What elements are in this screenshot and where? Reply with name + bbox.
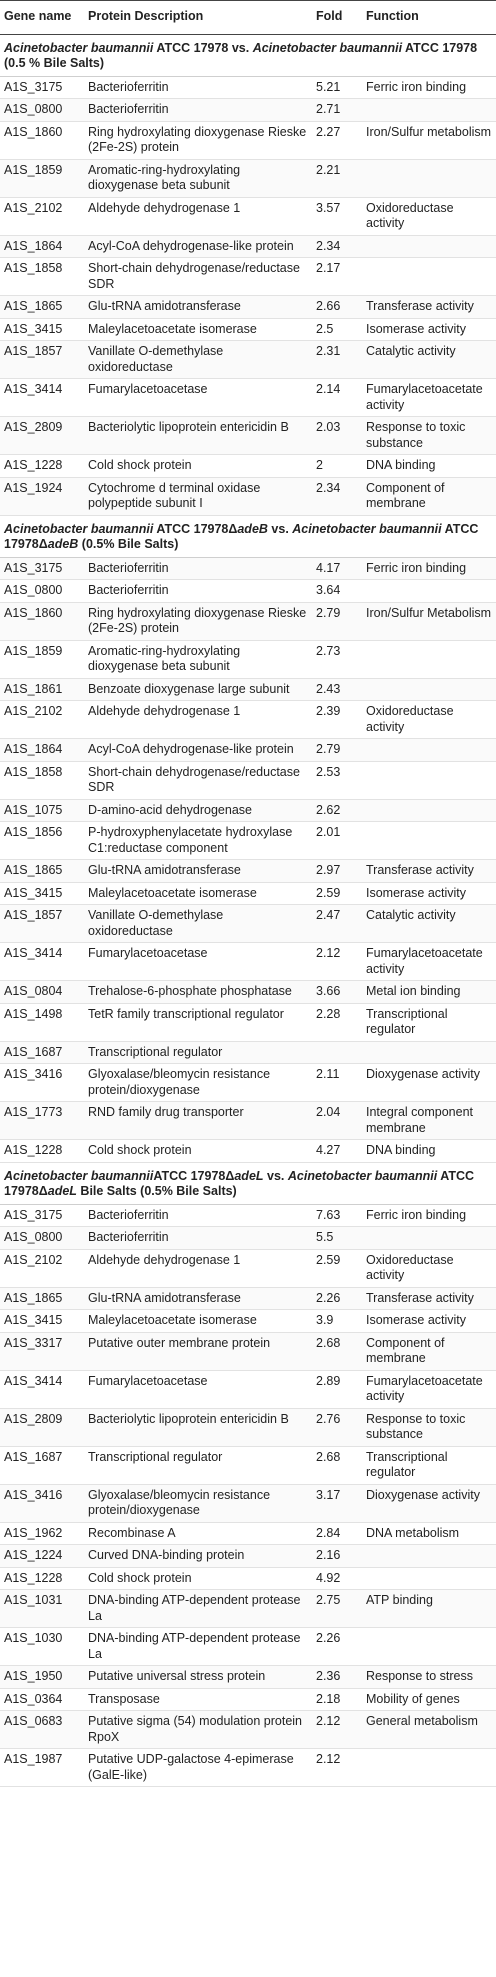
protein-description-cell: DNA-binding ATP-dependent protease La <box>84 1590 312 1628</box>
function-cell: Ferric iron binding <box>362 76 496 99</box>
protein-description-cell: Glyoxalase/bleomycin resistance protein/dioxygenase <box>84 1484 312 1522</box>
gene-name-cell: A1S_1860 <box>0 602 84 640</box>
protein-description-cell: Recombinase A <box>84 1522 312 1545</box>
section-title-part: Acinetobacter baumannii <box>292 521 442 536</box>
protein-description-cell: Acyl-CoA dehydrogenase-like protein <box>84 235 312 258</box>
table-row <box>0 1064 496 1102</box>
function-cell: Isomerase activity <box>362 318 496 341</box>
protein-description-cell: Glyoxalase/bleomycin resistance protein/dioxygenase <box>84 1064 312 1102</box>
table-row <box>0 1666 496 1689</box>
fold-cell: 2.12 <box>312 943 362 981</box>
protein-description-cell: Benzoate dioxygenase large subunit <box>84 678 312 701</box>
fold-cell: 2.75 <box>312 1590 362 1628</box>
section-title-part: ATCC 17978Δ <box>153 1168 235 1183</box>
gene-name-cell: A1S_1773 <box>0 1102 84 1140</box>
fold-cell: 2.76 <box>312 1408 362 1446</box>
table-row <box>0 557 496 580</box>
section-title-part: Bile Salts (0.5% Bile Salts) <box>76 1184 237 1198</box>
gene-name-cell: A1S_3415 <box>0 1310 84 1333</box>
function-cell: Oxidoreductase activity <box>362 1249 496 1287</box>
fold-cell: 2.31 <box>312 341 362 379</box>
function-cell <box>362 580 496 603</box>
section-title-part: ATCC 17978Δ <box>4 1168 475 1198</box>
protein-description-cell: Glu-tRNA amidotransferase <box>84 296 312 319</box>
function-cell: Fumarylacetoacetate activity <box>362 1370 496 1408</box>
protein-description-cell: Trehalose-6-phosphate phosphatase <box>84 981 312 1004</box>
function-cell: Transcriptional regulator <box>362 1003 496 1041</box>
protein-description-cell: Fumarylacetoacetase <box>84 943 312 981</box>
protein-description-cell: Maleylacetoacetate isomerase <box>84 882 312 905</box>
protein-description-cell: Transposase <box>84 1688 312 1711</box>
gene-name-cell: A1S_1856 <box>0 822 84 860</box>
function-cell: Dioxygenase activity <box>362 1484 496 1522</box>
fold-cell: 2.12 <box>312 1749 362 1787</box>
function-cell: General metabolism <box>362 1711 496 1749</box>
gene-name-cell: A1S_0364 <box>0 1688 84 1711</box>
gene-name-cell: A1S_3414 <box>0 379 84 417</box>
function-cell: Dioxygenase activity <box>362 1064 496 1102</box>
table-row <box>0 1332 496 1370</box>
fold-cell: 2.5 <box>312 318 362 341</box>
table-row <box>0 1446 496 1484</box>
table-row <box>0 1688 496 1711</box>
gene-name-cell: A1S_3414 <box>0 943 84 981</box>
protein-description-cell: Aromatic-ring-hydroxylating dioxygenase beta subunit <box>84 640 312 678</box>
function-cell <box>362 1041 496 1064</box>
gene-name-cell: A1S_1228 <box>0 455 84 478</box>
function-cell: Catalytic activity <box>362 341 496 379</box>
fold-cell: 5.21 <box>312 76 362 99</box>
table-row <box>0 318 496 341</box>
table-row <box>0 235 496 258</box>
table-row <box>0 640 496 678</box>
table-row <box>0 799 496 822</box>
fold-cell: 2.47 <box>312 905 362 943</box>
protein-description-cell: RND family drug transporter <box>84 1102 312 1140</box>
protein-description-cell: Fumarylacetoacetase <box>84 1370 312 1408</box>
protein-description-cell: Bacteriolytic lipoprotein entericidin B <box>84 1408 312 1446</box>
gene-name-cell: A1S_1859 <box>0 640 84 678</box>
fold-cell: 3.66 <box>312 981 362 1004</box>
gene-name-cell: A1S_2809 <box>0 417 84 455</box>
protein-description-cell: Bacteriolytic lipoprotein entericidin B <box>84 417 312 455</box>
protein-description-cell: Bacterioferritin <box>84 580 312 603</box>
function-cell <box>362 235 496 258</box>
fold-cell: 3.9 <box>312 1310 362 1333</box>
function-cell: Transferase activity <box>362 296 496 319</box>
function-cell: Metal ion binding <box>362 981 496 1004</box>
gene-name-cell: A1S_2102 <box>0 197 84 235</box>
table-row <box>0 159 496 197</box>
table-row <box>0 1590 496 1628</box>
gene-name-cell: A1S_3416 <box>0 1064 84 1102</box>
fold-cell: 3.64 <box>312 580 362 603</box>
table-row <box>0 417 496 455</box>
function-cell <box>362 1628 496 1666</box>
gene-name-cell: A1S_1860 <box>0 121 84 159</box>
section-title-part: adeL <box>234 1168 264 1183</box>
table-row <box>0 1227 496 1250</box>
section-title-part: ATCC 17978 (0.5 % Bile Salts) <box>4 40 478 70</box>
function-cell <box>362 99 496 122</box>
table-row <box>0 1567 496 1590</box>
gene-name-cell: A1S_3415 <box>0 318 84 341</box>
table-row <box>0 341 496 379</box>
fold-cell: 2.34 <box>312 477 362 515</box>
fold-cell: 2.71 <box>312 99 362 122</box>
table-row <box>0 1102 496 1140</box>
protein-description-cell: Maleylacetoacetate isomerase <box>84 318 312 341</box>
function-cell: Component of membrane <box>362 477 496 515</box>
header-protein-description: Protein Description <box>84 1 312 35</box>
section-header-row <box>0 515 496 557</box>
section-title <box>0 515 496 557</box>
function-cell: DNA metabolism <box>362 1522 496 1545</box>
protein-description-cell: Aromatic-ring-hydroxylating dioxygenase beta subunit <box>84 159 312 197</box>
function-cell <box>362 258 496 296</box>
table-row <box>0 981 496 1004</box>
protein-description-cell: Cold shock protein <box>84 455 312 478</box>
gene-name-cell: A1S_1228 <box>0 1567 84 1590</box>
section-title-part: Acinetobacter baumannii <box>4 1168 154 1183</box>
table-row <box>0 1204 496 1227</box>
function-cell: DNA binding <box>362 455 496 478</box>
fold-cell: 2.14 <box>312 379 362 417</box>
section-title-part: adeB <box>237 521 268 536</box>
fold-cell: 2.04 <box>312 1102 362 1140</box>
protein-description-cell: Cold shock protein <box>84 1140 312 1163</box>
gene-name-cell: A1S_1865 <box>0 296 84 319</box>
table-row <box>0 1628 496 1666</box>
gene-name-cell: A1S_0800 <box>0 99 84 122</box>
function-cell: Response to toxic substance <box>362 417 496 455</box>
fold-cell: 2.84 <box>312 1522 362 1545</box>
function-cell: Iron/Sulfur metabolism <box>362 121 496 159</box>
section-title-part: Acinetobacter baumannii <box>287 1168 438 1183</box>
protein-description-cell: Bacterioferritin <box>84 557 312 580</box>
table-row <box>0 1749 496 1787</box>
protein-description-cell: Ring hydroxylating dioxygenase Rieske (2Fe-2S) protein <box>84 602 312 640</box>
gene-name-cell: A1S_1987 <box>0 1749 84 1787</box>
fold-cell: 2.16 <box>312 1545 362 1568</box>
fold-cell: 2.17 <box>312 258 362 296</box>
function-cell <box>362 678 496 701</box>
section-title-part: vs. <box>267 521 293 536</box>
function-cell <box>362 739 496 762</box>
gene-name-cell: A1S_1859 <box>0 159 84 197</box>
section-title-part: Acinetobacter baumannii <box>4 40 154 55</box>
fold-cell: 2.36 <box>312 1666 362 1689</box>
fold-cell: 2.28 <box>312 1003 362 1041</box>
fold-cell: 2.03 <box>312 417 362 455</box>
table-row <box>0 455 496 478</box>
fold-cell: 4.92 <box>312 1567 362 1590</box>
gene-name-cell: A1S_1864 <box>0 235 84 258</box>
table-row <box>0 76 496 99</box>
protein-description-cell: Maleylacetoacetate isomerase <box>84 1310 312 1333</box>
table-body <box>0 34 496 1787</box>
fold-cell: 2.21 <box>312 159 362 197</box>
fold-cell: 2.27 <box>312 121 362 159</box>
function-cell: Mobility of genes <box>362 1688 496 1711</box>
function-cell: ATP binding <box>362 1590 496 1628</box>
protein-description-cell: Glu-tRNA amidotransferase <box>84 860 312 883</box>
fold-cell: 2.53 <box>312 761 362 799</box>
fold-cell: 2.34 <box>312 235 362 258</box>
gene-name-cell: A1S_1857 <box>0 905 84 943</box>
protein-description-cell: Putative sigma (54) modulation protein RpoX <box>84 1711 312 1749</box>
protein-description-cell: Putative universal stress protein <box>84 1666 312 1689</box>
gene-name-cell: A1S_1858 <box>0 258 84 296</box>
fold-cell: 4.17 <box>312 557 362 580</box>
function-cell: Iron/Sulfur Metabolism <box>362 602 496 640</box>
gene-name-cell: A1S_2809 <box>0 1408 84 1446</box>
protein-description-cell: Acyl-CoA dehydrogenase-like protein <box>84 739 312 762</box>
section-title-part: Acinetobacter baumannii <box>4 521 154 536</box>
gene-name-cell: A1S_0800 <box>0 580 84 603</box>
function-cell: Catalytic activity <box>362 905 496 943</box>
function-cell: DNA binding <box>362 1140 496 1163</box>
section-title-part: adeL <box>47 1184 77 1198</box>
protein-description-cell: Bacterioferritin <box>84 1204 312 1227</box>
function-cell: Integral component membrane <box>362 1102 496 1140</box>
gene-name-cell: A1S_1075 <box>0 799 84 822</box>
fold-cell: 5.5 <box>312 1227 362 1250</box>
function-cell: Response to stress <box>362 1666 496 1689</box>
fold-cell: 2.12 <box>312 1711 362 1749</box>
table-row <box>0 602 496 640</box>
gene-name-cell: A1S_1924 <box>0 477 84 515</box>
function-cell: Fumarylacetoacetate activity <box>362 379 496 417</box>
gene-name-cell: A1S_1857 <box>0 341 84 379</box>
section-title-part: Acinetobacter baumannii <box>252 40 403 55</box>
table-row <box>0 761 496 799</box>
gene-name-cell: A1S_3175 <box>0 1204 84 1227</box>
protein-description-cell: Curved DNA-binding protein <box>84 1545 312 1568</box>
protein-description-cell: DNA-binding ATP-dependent protease La <box>84 1628 312 1666</box>
table-row <box>0 1287 496 1310</box>
gene-name-cell: A1S_1858 <box>0 761 84 799</box>
function-cell <box>362 1749 496 1787</box>
header-row <box>0 1 496 35</box>
gene-name-cell: A1S_0804 <box>0 981 84 1004</box>
fold-cell: 2.79 <box>312 739 362 762</box>
function-cell <box>362 1567 496 1590</box>
fold-cell: 3.57 <box>312 197 362 235</box>
protein-description-cell: Aldehyde dehydrogenase 1 <box>84 701 312 739</box>
table-row <box>0 1003 496 1041</box>
fold-cell: 2.11 <box>312 1064 362 1102</box>
table-row <box>0 882 496 905</box>
function-cell: Oxidoreductase activity <box>362 197 496 235</box>
gene-name-cell: A1S_1962 <box>0 1522 84 1545</box>
header-fold: Fold <box>312 1 362 35</box>
section-header-row <box>0 34 496 76</box>
table-row <box>0 678 496 701</box>
function-cell <box>362 640 496 678</box>
gene-name-cell: A1S_3175 <box>0 557 84 580</box>
gene-name-cell: A1S_1865 <box>0 1287 84 1310</box>
function-cell: Transcriptional regulator <box>362 1446 496 1484</box>
fold-cell: 2.39 <box>312 701 362 739</box>
gene-name-cell: A1S_1865 <box>0 860 84 883</box>
table-row <box>0 1140 496 1163</box>
gene-name-cell: A1S_3414 <box>0 1370 84 1408</box>
table-row <box>0 739 496 762</box>
function-cell <box>362 799 496 822</box>
function-cell <box>362 1227 496 1250</box>
section-header-row <box>0 1162 496 1204</box>
gene-name-cell: A1S_0800 <box>0 1227 84 1250</box>
table-row <box>0 1408 496 1446</box>
function-cell: Isomerase activity <box>362 882 496 905</box>
function-cell <box>362 761 496 799</box>
function-cell <box>362 1545 496 1568</box>
table-row <box>0 477 496 515</box>
function-cell: Isomerase activity <box>362 1310 496 1333</box>
fold-cell: 2.73 <box>312 640 362 678</box>
table-row <box>0 580 496 603</box>
table-row <box>0 1484 496 1522</box>
protein-description-cell: Putative outer membrane protein <box>84 1332 312 1370</box>
table-row <box>0 197 496 235</box>
gene-name-cell: A1S_2102 <box>0 1249 84 1287</box>
table-row <box>0 1711 496 1749</box>
protein-description-cell: Bacterioferritin <box>84 76 312 99</box>
table-row <box>0 121 496 159</box>
protein-description-cell: TetR family transcriptional regulator <box>84 1003 312 1041</box>
protein-description-cell: Cytochrome d terminal oxidase polypeptide subunit I <box>84 477 312 515</box>
function-cell: Ferric iron binding <box>362 1204 496 1227</box>
gene-name-cell: A1S_3175 <box>0 76 84 99</box>
table-row <box>0 1522 496 1545</box>
function-cell: Ferric iron binding <box>362 557 496 580</box>
section-title <box>0 1162 496 1204</box>
function-cell: Response to toxic substance <box>362 1408 496 1446</box>
gene-name-cell: A1S_1950 <box>0 1666 84 1689</box>
table-row <box>0 701 496 739</box>
table-row <box>0 943 496 981</box>
protein-description-cell: Bacterioferritin <box>84 1227 312 1250</box>
table-row <box>0 1041 496 1064</box>
protein-description-cell: Aldehyde dehydrogenase 1 <box>84 197 312 235</box>
protein-description-cell: Transcriptional regulator <box>84 1446 312 1484</box>
gene-name-cell: A1S_1861 <box>0 678 84 701</box>
function-cell <box>362 159 496 197</box>
table-row <box>0 822 496 860</box>
protein-description-cell: Glu-tRNA amidotransferase <box>84 1287 312 1310</box>
fold-cell: 2.43 <box>312 678 362 701</box>
fold-cell: 2.62 <box>312 799 362 822</box>
gene-name-cell: A1S_0683 <box>0 1711 84 1749</box>
gene-name-cell: A1S_3415 <box>0 882 84 905</box>
function-cell: Oxidoreductase activity <box>362 701 496 739</box>
protein-description-cell: Transcriptional regulator <box>84 1041 312 1064</box>
protein-description-cell: Fumarylacetoacetase <box>84 379 312 417</box>
fold-cell: 2.59 <box>312 882 362 905</box>
table-row <box>0 905 496 943</box>
fold-cell: 4.27 <box>312 1140 362 1163</box>
section-title-part: (0.5% Bile Salts) <box>78 537 179 551</box>
fold-cell <box>312 1041 362 1064</box>
table-row <box>0 379 496 417</box>
fold-cell: 3.17 <box>312 1484 362 1522</box>
table-row <box>0 258 496 296</box>
protein-description-cell: Vanillate O-demethylase oxidoreductase <box>84 341 312 379</box>
function-cell: Component of membrane <box>362 1332 496 1370</box>
fold-cell: 2 <box>312 455 362 478</box>
gene-name-cell: A1S_1687 <box>0 1446 84 1484</box>
gene-name-cell: A1S_2102 <box>0 701 84 739</box>
function-cell: Transferase activity <box>362 860 496 883</box>
fold-cell: 7.63 <box>312 1204 362 1227</box>
protein-description-cell: P-hydroxyphenylacetate hydroxylase C1:reductase component <box>84 822 312 860</box>
protein-description-cell: Vanillate O-demethylase oxidoreductase <box>84 905 312 943</box>
section-title-part: ATCC 17978Δ <box>153 521 238 536</box>
fold-cell: 2.68 <box>312 1332 362 1370</box>
gene-name-cell: A1S_1498 <box>0 1003 84 1041</box>
gene-name-cell: A1S_3416 <box>0 1484 84 1522</box>
protein-description-cell: D-amino-acid dehydrogenase <box>84 799 312 822</box>
header-function: Function <box>362 1 496 35</box>
table-row <box>0 1249 496 1287</box>
gene-name-cell: A1S_3317 <box>0 1332 84 1370</box>
protein-description-cell: Ring hydroxylating dioxygenase Rieske (2Fe-2S) protein <box>84 121 312 159</box>
function-cell: Fumarylacetoacetate activity <box>362 943 496 981</box>
table-row <box>0 1545 496 1568</box>
table-row <box>0 99 496 122</box>
fold-cell: 2.79 <box>312 602 362 640</box>
section-title-part: ATCC 17978 vs. <box>153 40 253 55</box>
fold-cell: 2.68 <box>312 1446 362 1484</box>
protein-description-cell: Short-chain dehydrogenase/reductase SDR <box>84 761 312 799</box>
protein-description-cell: Bacterioferritin <box>84 99 312 122</box>
fold-cell: 2.97 <box>312 860 362 883</box>
section-title-part: adeB <box>47 537 79 551</box>
table-row <box>0 1310 496 1333</box>
fold-cell: 2.18 <box>312 1688 362 1711</box>
fold-cell: 2.26 <box>312 1287 362 1310</box>
gene-name-cell: A1S_1228 <box>0 1140 84 1163</box>
fold-cell: 2.89 <box>312 1370 362 1408</box>
fold-cell: 2.66 <box>312 296 362 319</box>
fold-cell: 2.59 <box>312 1249 362 1287</box>
protein-description-cell: Short-chain dehydrogenase/reductase SDR <box>84 258 312 296</box>
table-row <box>0 860 496 883</box>
protein-description-cell: Cold shock protein <box>84 1567 312 1590</box>
gene-name-cell: A1S_1224 <box>0 1545 84 1568</box>
section-title-part: vs. <box>263 1168 288 1183</box>
section-title-part: ATCC 17978Δ <box>4 521 479 551</box>
gene-name-cell: A1S_1687 <box>0 1041 84 1064</box>
header-gene-name: Gene name <box>0 1 84 35</box>
section-title <box>0 34 496 76</box>
table-row <box>0 1370 496 1408</box>
gene-name-cell: A1S_1030 <box>0 1628 84 1666</box>
protein-description-cell: Aldehyde dehydrogenase 1 <box>84 1249 312 1287</box>
gene-name-cell: A1S_1864 <box>0 739 84 762</box>
protein-description-cell: Putative UDP-galactose 4-epimerase (GalE-like) <box>84 1749 312 1787</box>
function-cell: Transferase activity <box>362 1287 496 1310</box>
fold-cell: 2.01 <box>312 822 362 860</box>
function-cell <box>362 822 496 860</box>
gene-name-cell: A1S_1031 <box>0 1590 84 1628</box>
fold-cell: 2.26 <box>312 1628 362 1666</box>
table-row <box>0 296 496 319</box>
